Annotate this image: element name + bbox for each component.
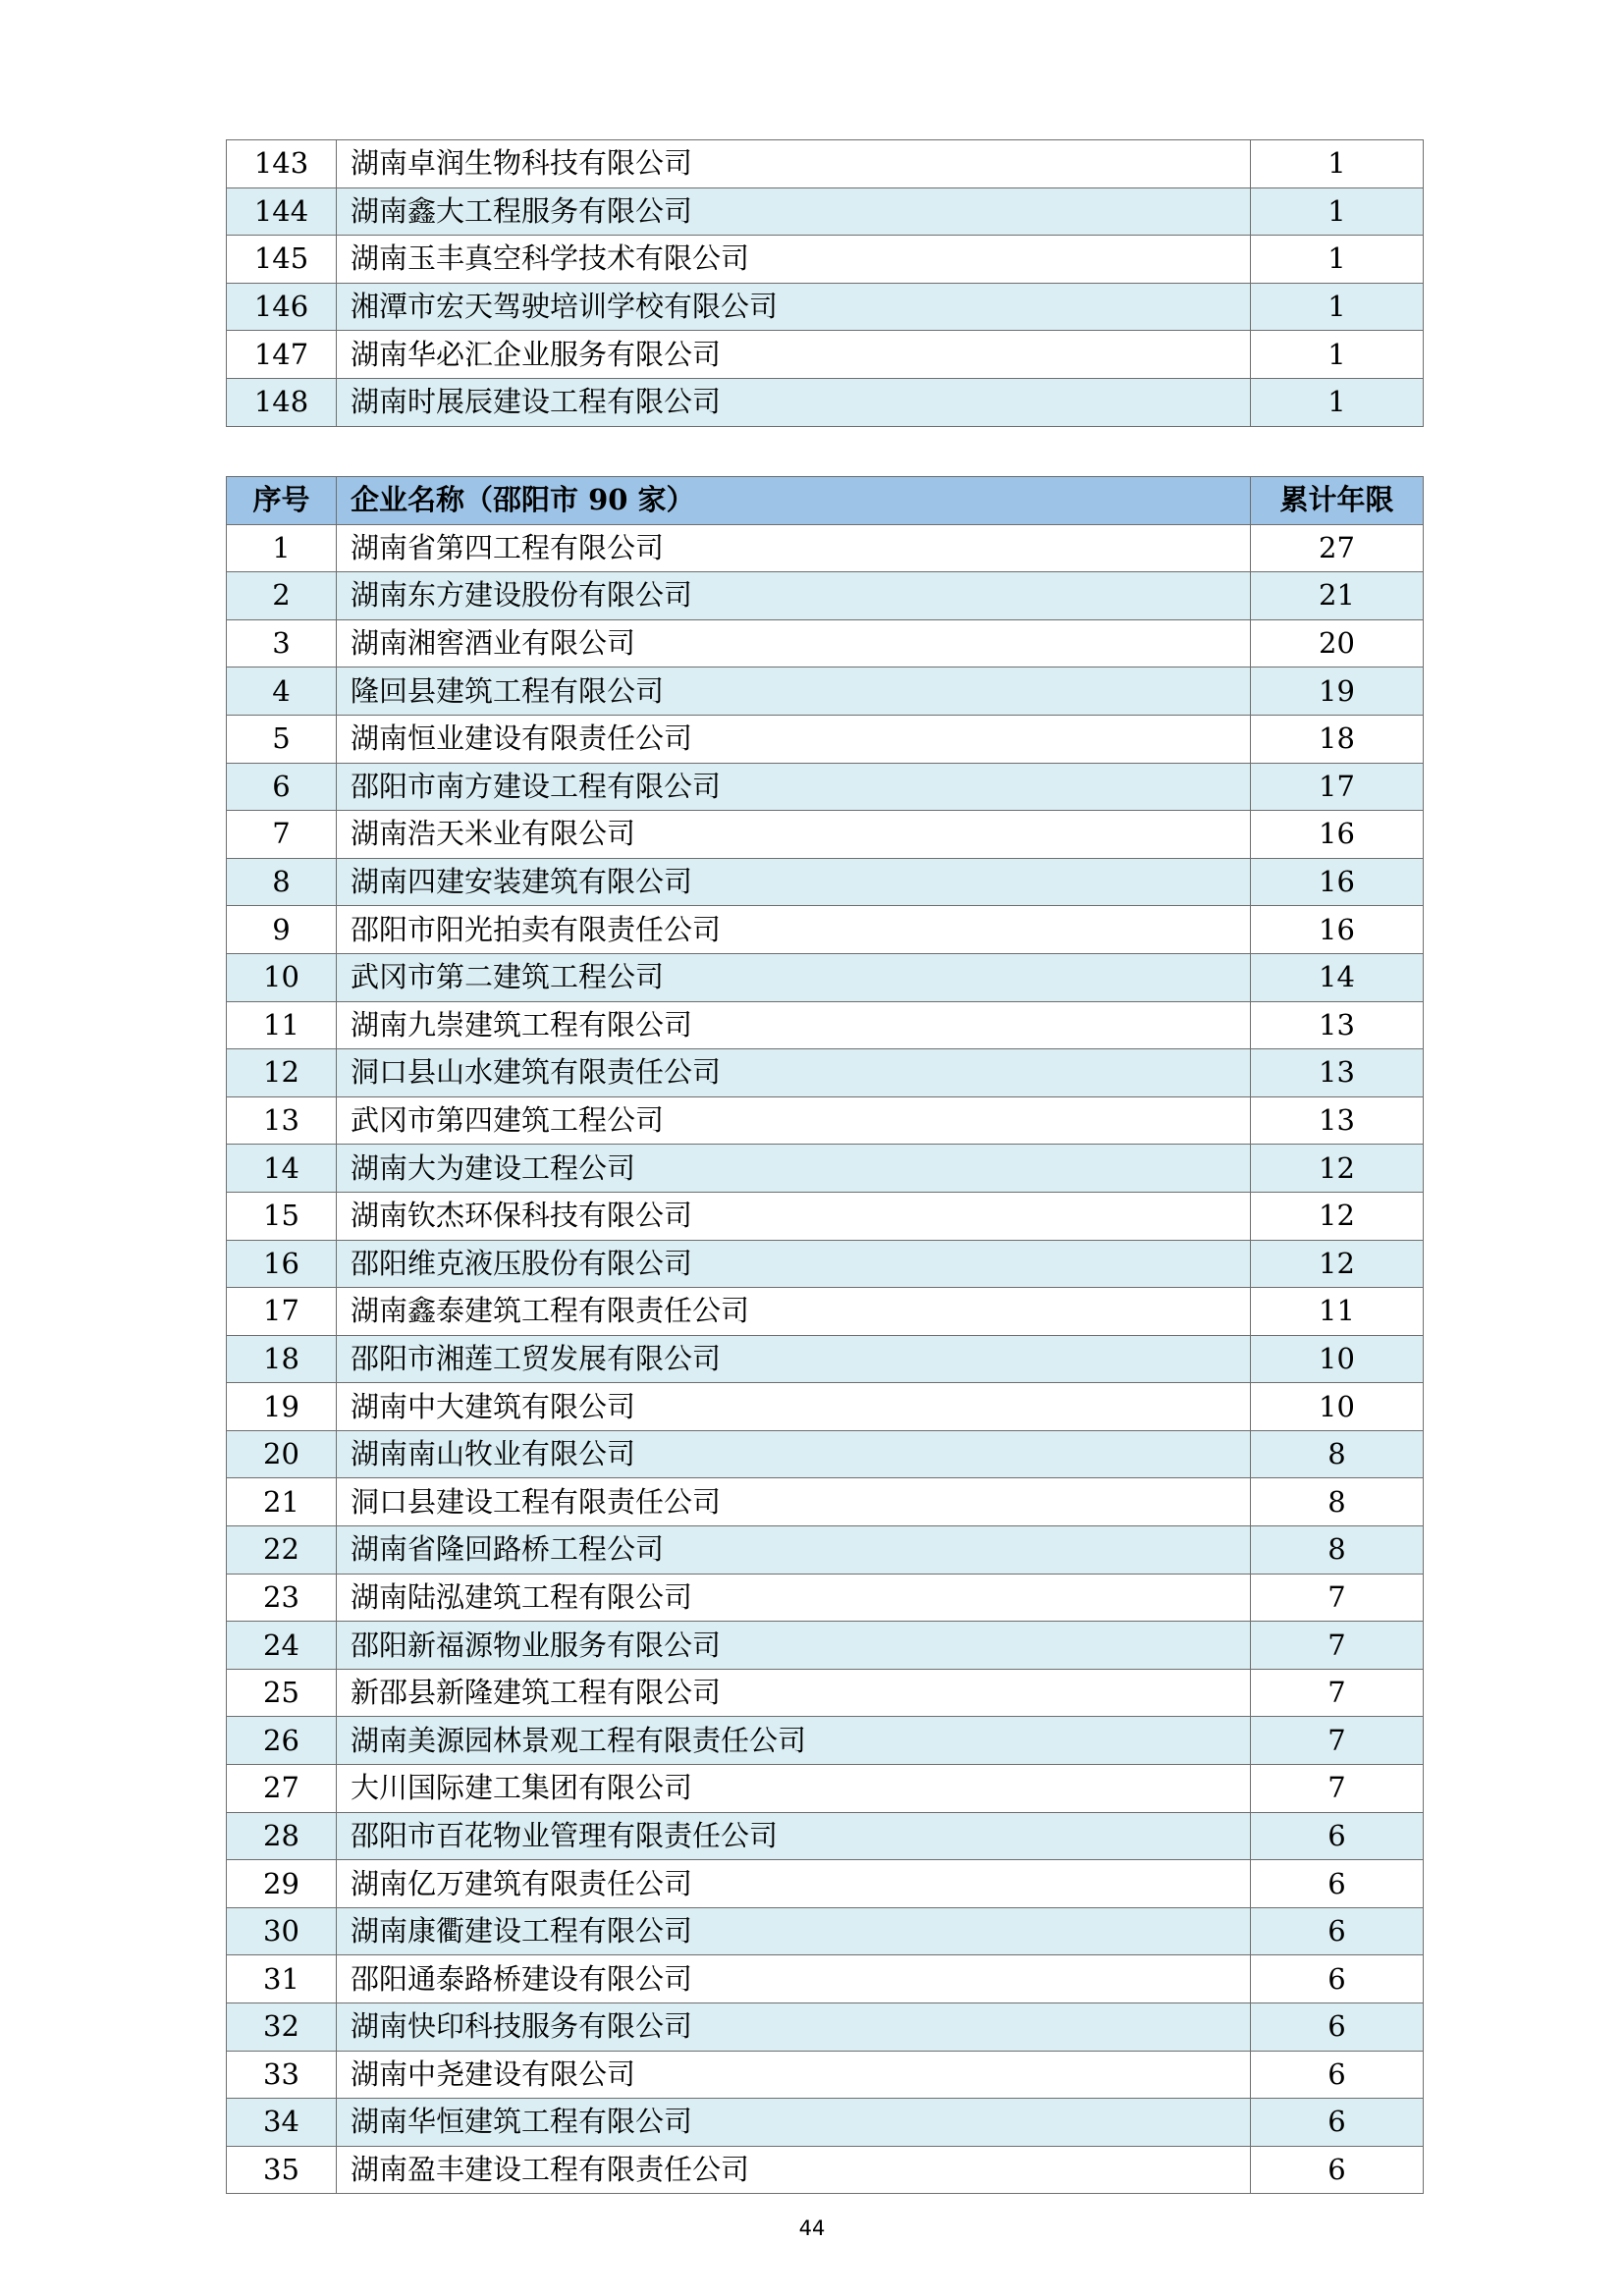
- cell-serial-number: 18: [227, 1335, 337, 1383]
- table-continued-body: [227, 140, 1424, 427]
- cell-company-name: 湖南卓润生物科技有限公司: [337, 140, 1251, 188]
- cell-company-name: 湖南陆泓建筑工程有限公司: [337, 1574, 1251, 1622]
- cell-company-name: 隆回县建筑工程有限公司: [337, 667, 1251, 716]
- table-row: [227, 811, 1424, 859]
- cell-serial-number: 22: [227, 1526, 337, 1575]
- table-row: [227, 236, 1424, 284]
- cell-company-name: 湘潭市宏天驾驶培训学校有限公司: [337, 283, 1251, 331]
- cell-cumulative-years: 6: [1251, 2051, 1424, 2099]
- cell-cumulative-years: 6: [1251, 1812, 1424, 1860]
- cell-cumulative-years: 6: [1251, 1955, 1424, 2003]
- table-row: [227, 619, 1424, 667]
- cell-company-name: 湖南钦杰环保科技有限公司: [337, 1192, 1251, 1240]
- cell-cumulative-years: 7: [1251, 1574, 1424, 1622]
- cell-cumulative-years: 10: [1251, 1383, 1424, 1431]
- cell-company-name: 洞口县建设工程有限责任公司: [337, 1478, 1251, 1526]
- cell-cumulative-years: 16: [1251, 811, 1424, 859]
- cell-company-name: 邵阳通泰路桥建设有限公司: [337, 1955, 1251, 2003]
- cell-company-name: 邵阳市百花物业管理有限责任公司: [337, 1812, 1251, 1860]
- cell-company-name: 邵阳维克液压股份有限公司: [337, 1240, 1251, 1288]
- cell-serial-number: 11: [227, 1001, 337, 1049]
- cell-cumulative-years: 7: [1251, 1717, 1424, 1765]
- cell-serial-number: 26: [227, 1717, 337, 1765]
- cell-company-name: 湖南盈丰建设工程有限责任公司: [337, 2146, 1251, 2194]
- cell-serial-number: 16: [227, 1240, 337, 1288]
- table-header-row: [227, 477, 1424, 525]
- table-row: [227, 763, 1424, 811]
- cell-cumulative-years: 27: [1251, 524, 1424, 572]
- cell-company-name: 邵阳市阳光拍卖有限责任公司: [337, 906, 1251, 954]
- cell-company-name: 湖南中尧建设有限公司: [337, 2051, 1251, 2099]
- table-row: [227, 187, 1424, 236]
- cell-serial-number: 30: [227, 1907, 337, 1955]
- cell-serial-number: 145: [227, 236, 337, 284]
- table-row: [227, 1096, 1424, 1145]
- cell-cumulative-years: 1: [1251, 187, 1424, 236]
- cell-company-name: 湖南省隆回路桥工程公司: [337, 1526, 1251, 1575]
- cell-company-name: 湖南华恒建筑工程有限公司: [337, 2099, 1251, 2147]
- cell-company-name: 大川国际建工集团有限公司: [337, 1765, 1251, 1813]
- table-row: [227, 283, 1424, 331]
- cell-serial-number: 27: [227, 1765, 337, 1813]
- cell-company-name: 湖南省第四工程有限公司: [337, 524, 1251, 572]
- cell-serial-number: 9: [227, 906, 337, 954]
- cell-company-name: 湖南亿万建筑有限责任公司: [337, 1860, 1251, 1908]
- cell-serial-number: 19: [227, 1383, 337, 1431]
- table-row: [227, 1622, 1424, 1670]
- cell-cumulative-years: 16: [1251, 906, 1424, 954]
- cell-cumulative-years: 6: [1251, 1860, 1424, 1908]
- cell-cumulative-years: 8: [1251, 1478, 1424, 1526]
- cell-serial-number: 8: [227, 858, 337, 906]
- table-row: [227, 906, 1424, 954]
- cell-company-name: 湖南东方建设股份有限公司: [337, 572, 1251, 620]
- cell-cumulative-years: 20: [1251, 619, 1424, 667]
- cell-serial-number: 2: [227, 572, 337, 620]
- cell-serial-number: 21: [227, 1478, 337, 1526]
- cell-cumulative-years: 7: [1251, 1669, 1424, 1717]
- table-row: [227, 1955, 1424, 2003]
- cell-company-name: 湖南美源园林景观工程有限责任公司: [337, 1717, 1251, 1765]
- cell-cumulative-years: 19: [1251, 667, 1424, 716]
- table-row: [227, 572, 1424, 620]
- table-row: [227, 1383, 1424, 1431]
- cell-serial-number: 148: [227, 378, 337, 426]
- table-row: [227, 715, 1424, 763]
- table-row: [227, 1049, 1424, 1097]
- table-row: [227, 331, 1424, 379]
- cell-company-name: 湖南时展辰建设工程有限公司: [337, 378, 1251, 426]
- table-row: [227, 378, 1424, 426]
- cell-company-name: 湖南玉丰真空科学技术有限公司: [337, 236, 1251, 284]
- cell-cumulative-years: 18: [1251, 715, 1424, 763]
- table-shaoyang-body: [227, 524, 1424, 2194]
- cell-company-name: 湖南湘窖酒业有限公司: [337, 619, 1251, 667]
- cell-serial-number: 24: [227, 1622, 337, 1670]
- table-row: [227, 140, 1424, 188]
- cell-serial-number: 7: [227, 811, 337, 859]
- table-row: [227, 1812, 1424, 1860]
- table-row: [227, 858, 1424, 906]
- table-row: [227, 1240, 1424, 1288]
- header-company-name: 企业名称（邵阳市 90 家）: [337, 477, 1251, 525]
- cell-serial-number: 13: [227, 1096, 337, 1145]
- cell-serial-number: 10: [227, 953, 337, 1001]
- table-row: [227, 1478, 1424, 1526]
- cell-company-name: 武冈市第二建筑工程公司: [337, 953, 1251, 1001]
- cell-company-name: 邵阳新福源物业服务有限公司: [337, 1622, 1251, 1670]
- table-row: [227, 667, 1424, 716]
- table-row: [227, 524, 1424, 572]
- cell-serial-number: 5: [227, 715, 337, 763]
- page-number: 44: [798, 2216, 826, 2240]
- cell-cumulative-years: 1: [1251, 378, 1424, 426]
- cell-cumulative-years: 13: [1251, 1049, 1424, 1097]
- cell-company-name: 邵阳市南方建设工程有限公司: [337, 763, 1251, 811]
- cell-company-name: 湖南九崇建筑工程有限公司: [337, 1001, 1251, 1049]
- cell-serial-number: 4: [227, 667, 337, 716]
- cell-cumulative-years: 21: [1251, 572, 1424, 620]
- cell-serial-number: 144: [227, 187, 337, 236]
- cell-cumulative-years: 6: [1251, 1907, 1424, 1955]
- table-row: [227, 1001, 1424, 1049]
- cell-company-name: 湖南大为建设工程公司: [337, 1145, 1251, 1193]
- cell-cumulative-years: 17: [1251, 763, 1424, 811]
- cell-company-name: 湖南鑫大工程服务有限公司: [337, 187, 1251, 236]
- table-row: [227, 953, 1424, 1001]
- cell-serial-number: 147: [227, 331, 337, 379]
- cell-company-name: 湖南恒业建设有限责任公司: [337, 715, 1251, 763]
- cell-cumulative-years: 8: [1251, 1526, 1424, 1575]
- table-row: [227, 1907, 1424, 1955]
- cell-cumulative-years: 7: [1251, 1622, 1424, 1670]
- cell-company-name: 武冈市第四建筑工程公司: [337, 1096, 1251, 1145]
- cell-cumulative-years: 1: [1251, 140, 1424, 188]
- cell-serial-number: 1: [227, 524, 337, 572]
- table-row: [227, 1145, 1424, 1193]
- cell-serial-number: 14: [227, 1145, 337, 1193]
- table-row: [227, 1526, 1424, 1575]
- cell-cumulative-years: 12: [1251, 1192, 1424, 1240]
- cell-company-name: 湖南康衢建设工程有限公司: [337, 1907, 1251, 1955]
- cell-cumulative-years: 6: [1251, 2099, 1424, 2147]
- cell-company-name: 新邵县新隆建筑工程有限公司: [337, 1669, 1251, 1717]
- cell-cumulative-years: 1: [1251, 331, 1424, 379]
- cell-company-name: 湖南南山牧业有限公司: [337, 1430, 1251, 1478]
- cell-cumulative-years: 10: [1251, 1335, 1424, 1383]
- table-row: [227, 2099, 1424, 2147]
- cell-serial-number: 143: [227, 140, 337, 188]
- cell-company-name: 洞口县山水建筑有限责任公司: [337, 1049, 1251, 1097]
- cell-serial-number: 6: [227, 763, 337, 811]
- cell-cumulative-years: 7: [1251, 1765, 1424, 1813]
- cell-cumulative-years: 1: [1251, 236, 1424, 284]
- cell-serial-number: 12: [227, 1049, 337, 1097]
- cell-cumulative-years: 13: [1251, 1001, 1424, 1049]
- table-row: [227, 2146, 1424, 2194]
- cell-company-name: 邵阳市湘莲工贸发展有限公司: [337, 1335, 1251, 1383]
- cell-serial-number: 25: [227, 1669, 337, 1717]
- cell-cumulative-years: 8: [1251, 1430, 1424, 1478]
- cell-serial-number: 33: [227, 2051, 337, 2099]
- cell-company-name: 湖南快印科技服务有限公司: [337, 2003, 1251, 2052]
- cell-serial-number: 23: [227, 1574, 337, 1622]
- cell-company-name: 湖南华必汇企业服务有限公司: [337, 331, 1251, 379]
- table-row: [227, 2051, 1424, 2099]
- table-continued: [226, 139, 1424, 427]
- table-row: [227, 1192, 1424, 1240]
- table-row: [227, 1669, 1424, 1717]
- table-shaoyang: [226, 476, 1424, 2194]
- table-row: [227, 1430, 1424, 1478]
- cell-serial-number: 146: [227, 283, 337, 331]
- cell-cumulative-years: 14: [1251, 953, 1424, 1001]
- cell-cumulative-years: 16: [1251, 858, 1424, 906]
- cell-cumulative-years: 12: [1251, 1240, 1424, 1288]
- cell-serial-number: 35: [227, 2146, 337, 2194]
- cell-company-name: 湖南鑫泰建筑工程有限责任公司: [337, 1288, 1251, 1336]
- cell-cumulative-years: 6: [1251, 2003, 1424, 2052]
- cell-company-name: 湖南浩天米业有限公司: [337, 811, 1251, 859]
- table-row: [227, 1860, 1424, 1908]
- cell-serial-number: 29: [227, 1860, 337, 1908]
- cell-company-name: 湖南中大建筑有限公司: [337, 1383, 1251, 1431]
- cell-serial-number: 31: [227, 1955, 337, 2003]
- header-cumulative-years: 累计年限: [1251, 477, 1424, 525]
- table-row: [227, 1288, 1424, 1336]
- cell-serial-number: 32: [227, 2003, 337, 2052]
- table-row: [227, 1717, 1424, 1765]
- cell-serial-number: 20: [227, 1430, 337, 1478]
- table-row: [227, 2003, 1424, 2052]
- cell-serial-number: 34: [227, 2099, 337, 2147]
- cell-serial-number: 3: [227, 619, 337, 667]
- cell-cumulative-years: 1: [1251, 283, 1424, 331]
- cell-serial-number: 15: [227, 1192, 337, 1240]
- cell-cumulative-years: 11: [1251, 1288, 1424, 1336]
- cell-company-name: 湖南四建安装建筑有限公司: [337, 858, 1251, 906]
- table-row: [227, 1765, 1424, 1813]
- cell-cumulative-years: 12: [1251, 1145, 1424, 1193]
- cell-cumulative-years: 13: [1251, 1096, 1424, 1145]
- cell-cumulative-years: 6: [1251, 2146, 1424, 2194]
- table-row: [227, 1574, 1424, 1622]
- table-row: [227, 1335, 1424, 1383]
- cell-serial-number: 17: [227, 1288, 337, 1336]
- header-serial-number: 序号: [227, 477, 337, 525]
- cell-serial-number: 28: [227, 1812, 337, 1860]
